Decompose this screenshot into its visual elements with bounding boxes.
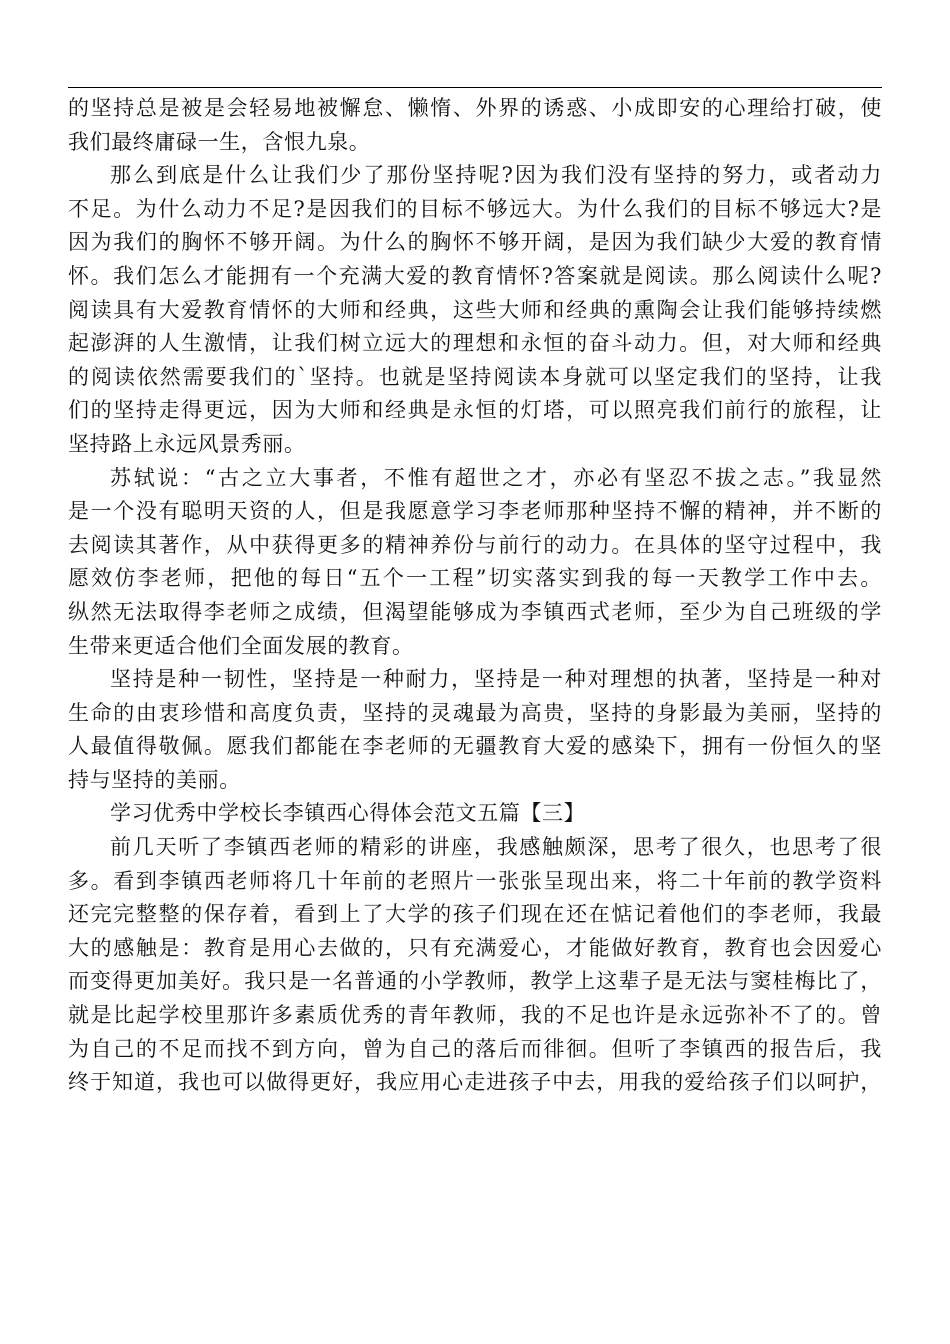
text-line: 就是比起学校里那许多素质优秀的青年教师，我的不足也许是永远弥补不了的。曾 [68, 1003, 882, 1028]
text-line: 人最值得敬佩。愿我们都能在李老师的无疆教育大爱的感染下，拥有一份恒久的坚 [68, 734, 882, 759]
text-line: 纵然无法取得李老师之成绩，但渴望能够成为李镇西式老师，至少为自己班级的学 [68, 599, 882, 624]
document-body [68, 92, 882, 1100]
text-line: 怀。我们怎么才能拥有一个充满大爱的教育情怀?答案就是阅读。那么阅读什么呢? [68, 263, 882, 288]
text-line: 而变得更加美好。我只是一名普通的小学教师，教学上这辈子是无法与窦桂梅比了， [68, 969, 882, 994]
text-line: 阅读具有大爱教育情怀的大师和经典，这些大师和经典的熏陶会让我们能够持续燃 [68, 297, 882, 322]
paragraph [68, 831, 882, 1100]
text-line: 学习优秀中学校长李镇西心得体会范文五篇【三】 [110, 801, 586, 826]
text-line: 还完完整整的保存着，看到上了大学的孩子们现在还在惦记着他们的李老师，我最 [68, 902, 882, 927]
text-line: 生带来更适合他们全面发展的教育。 [68, 633, 414, 658]
paragraph [68, 159, 882, 461]
text-line: 起澎湃的人生激情，让我们树立远大的理想和永恒的奋斗动力。但，对大师和经典 [68, 331, 882, 356]
text-line: 的坚持总是被是会轻易地被懈怠、懒惰、外界的诱惑、小成即安的心理给打破，使 [68, 96, 882, 120]
text-line: 我们最终庸碌一生，含恨九泉。 [68, 129, 371, 154]
text-line: 生命的由衷珍惜和高度负责，坚持的灵魂最为高贵，坚持的身影最为美丽，坚持的 [68, 700, 882, 725]
text-line: 前几天听了李镇西老师的精彩的讲座，我感触颇深，思考了很久，也思考了很 [110, 835, 882, 860]
text-line: 坚持路上永远风景秀丽。 [68, 431, 306, 456]
text-line: 多。看到李镇西老师将几十年前的老照片一张张呈现出来，将二十年前的教学资料 [68, 868, 882, 893]
text-line: 不足。为什么动力不足?是因我们的目标不够远大。为什么我们的目标不够远大?是 [68, 196, 882, 221]
text-line: 去阅读其著作，从中获得更多的精神养份与前行的动力。在具体的坚守过程中，我 [68, 532, 882, 557]
text-line: 的阅读依然需要我们的`坚持。也就是坚持阅读本身就可以坚定我们的坚持，让我 [68, 364, 882, 389]
text-line: 大的感触是：教育是用心去做的，只有充满爱心，才能做好教育，教育也会因爱心 [68, 935, 882, 960]
text-line: 为自己的不足而找不到方向，曾为自己的落后而徘徊。但听了李镇西的报告后，我 [68, 1036, 882, 1061]
text-line: 坚持是种一韧性，坚持是一种耐力，坚持是一种对理想的执著，坚持是一种对 [110, 667, 882, 692]
header-rule [68, 87, 882, 88]
text-line: 愿效仿李老师，把他的每日“五个一工程”切实落实到我的每一天教学工作中去。 [68, 566, 882, 591]
text-line: 是一个没有聪明天资的人，但是我愿意学习李老师那种坚持不懈的精神，并不断的 [68, 499, 882, 524]
text-line: 苏轼说：“古之立大事者，不惟有超世之才，亦必有坚忍不拔之志。”我显然 [110, 465, 882, 490]
paragraph [68, 797, 882, 831]
document-page [68, 0, 882, 1344]
paragraph [68, 663, 882, 797]
paragraph [68, 92, 882, 159]
text-line: 持与坚持的美丽。 [68, 767, 241, 792]
text-line: 因为我们的胸怀不够开阔。为什么的胸怀不够开阔，是因为我们缺少大爱的教育情 [68, 230, 882, 255]
paragraph [68, 462, 882, 664]
text-line: 那么到底是什么让我们少了那份坚持呢?因为我们没有坚持的努力，或者动力 [110, 163, 882, 188]
text-line: 终于知道，我也可以做得更好，我应用心走进孩子中去，用我的爱给孩子们以呵护， [68, 1070, 882, 1095]
text-line: 们的坚持走得更远，因为大师和经典是永恒的灯塔，可以照亮我们前行的旅程，让 [68, 398, 882, 423]
